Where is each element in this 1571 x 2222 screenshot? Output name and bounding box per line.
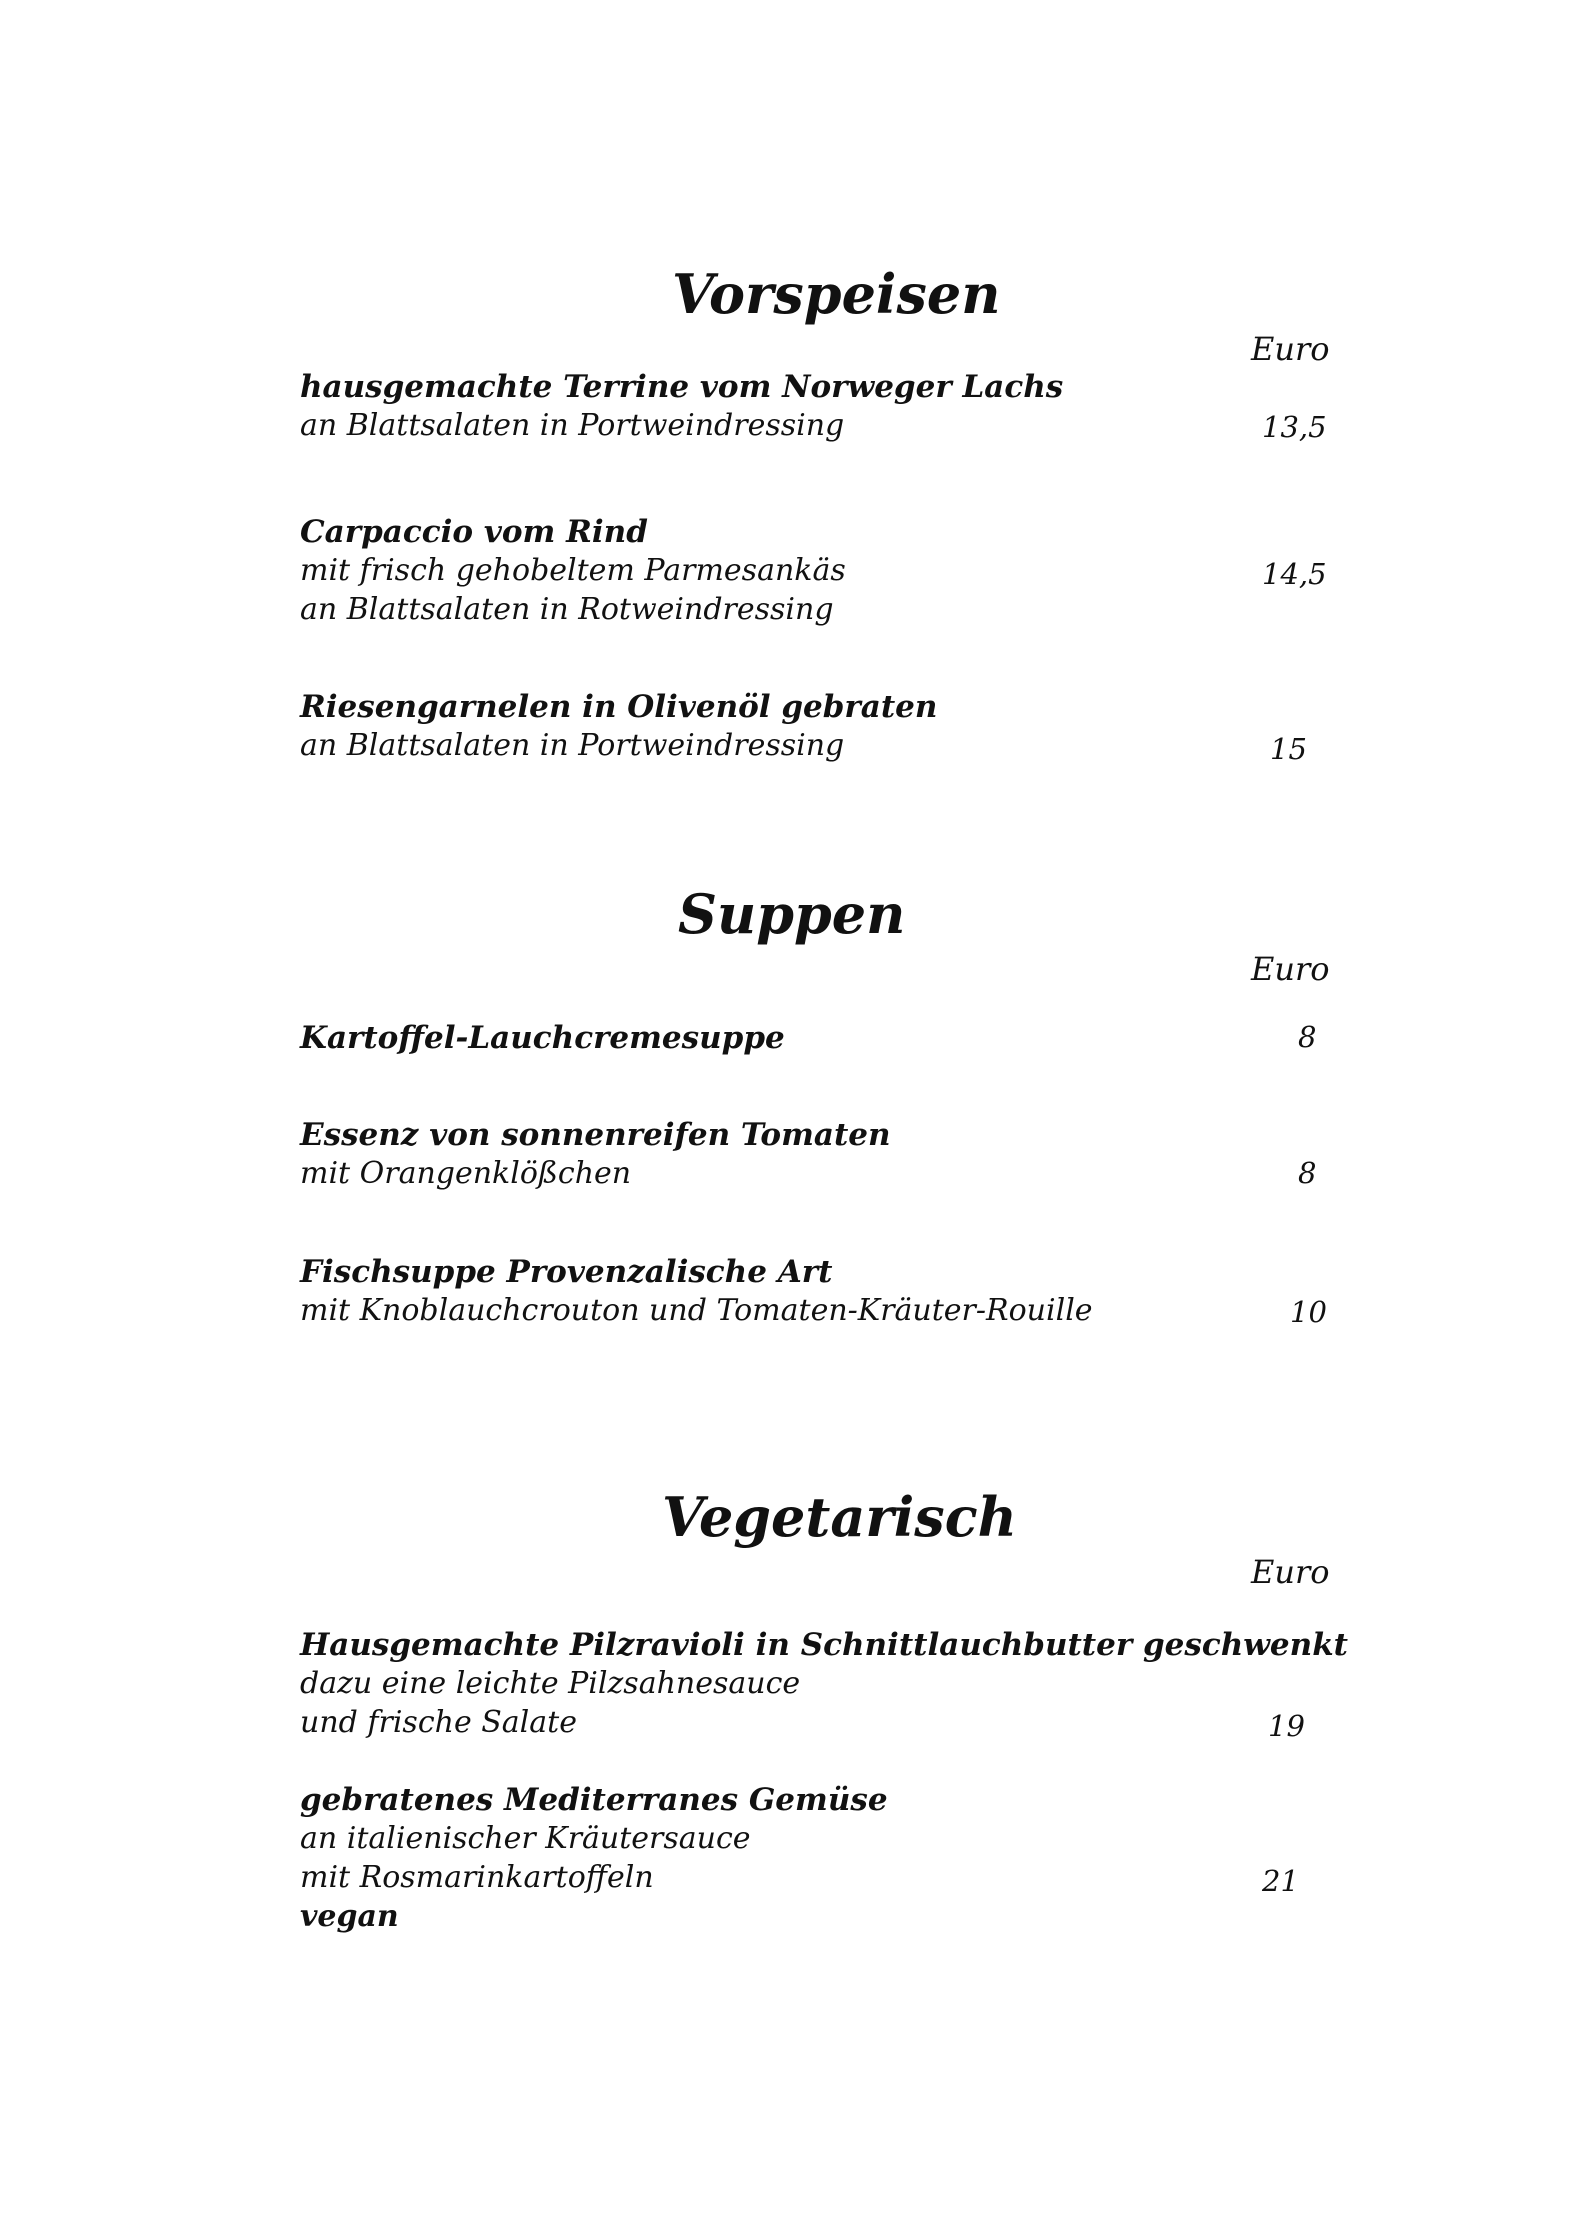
menu-item-price: 21 [1262, 1864, 1299, 1898]
menu-item-title: Kartoffel-Lauchcremesuppe [300, 1020, 785, 1056]
menu-item-description: und frische Salate [300, 1705, 577, 1740]
section-heading-suppen: Suppen [678, 882, 906, 946]
currency-label: Euro [1251, 950, 1330, 988]
currency-label: Euro [1251, 1553, 1330, 1591]
dietary-note-vegan: vegan [300, 1899, 399, 1934]
currency-label: Euro [1251, 330, 1330, 368]
section-heading-vegetarisch: Vegetarisch [662, 1485, 1017, 1549]
menu-item-description: an Blattsalaten in Portweindressing [300, 728, 845, 763]
menu-item-title: Fischsuppe Provenzalische Art [300, 1254, 833, 1290]
menu-item-price: 8 [1298, 1020, 1317, 1054]
menu-item-price: 19 [1268, 1709, 1305, 1743]
menu-item-description: an Blattsalaten in Portweindressing [300, 408, 845, 443]
menu-item-title: hausgemachte Terrine vom Norweger Lachs [300, 369, 1064, 405]
menu-item-price: 8 [1298, 1156, 1317, 1190]
section-heading-vorspeisen: Vorspeisen [672, 262, 1001, 326]
menu-item-description: mit Orangenklößchen [300, 1156, 632, 1191]
menu-item-price: 13,5 [1262, 410, 1327, 444]
menu-item-description: an Blattsalaten in Rotweindressing [300, 592, 834, 627]
menu-item-description: an italienischer Kräutersauce [300, 1821, 751, 1856]
menu-item-title: gebratenes Mediterranes Gemüse [300, 1782, 888, 1818]
menu-item-description: mit Knoblauchcrouton und Tomaten-Kräuter-Rouille [300, 1293, 1093, 1328]
menu-item-price: 10 [1290, 1295, 1327, 1329]
menu-item-price: 15 [1270, 732, 1307, 766]
menu-item-title: Hausgemachte Pilzravioli in Schnittlauchbutter geschwenkt [300, 1627, 1348, 1663]
menu-item-title: Riesengarnelen in Olivenöl gebraten [300, 689, 938, 725]
menu-item-price: 14,5 [1262, 557, 1327, 591]
menu-item-description: dazu eine leichte Pilzsahnesauce [300, 1666, 801, 1701]
menu-item-title: Essenz von sonnenreifen Tomaten [300, 1117, 891, 1153]
menu-item-description: mit Rosmarinkartoffeln [300, 1860, 654, 1895]
menu-item-title: Carpaccio vom Rind [300, 514, 648, 550]
menu-item-description: mit frisch gehobeltem Parmesankäs [300, 553, 846, 588]
